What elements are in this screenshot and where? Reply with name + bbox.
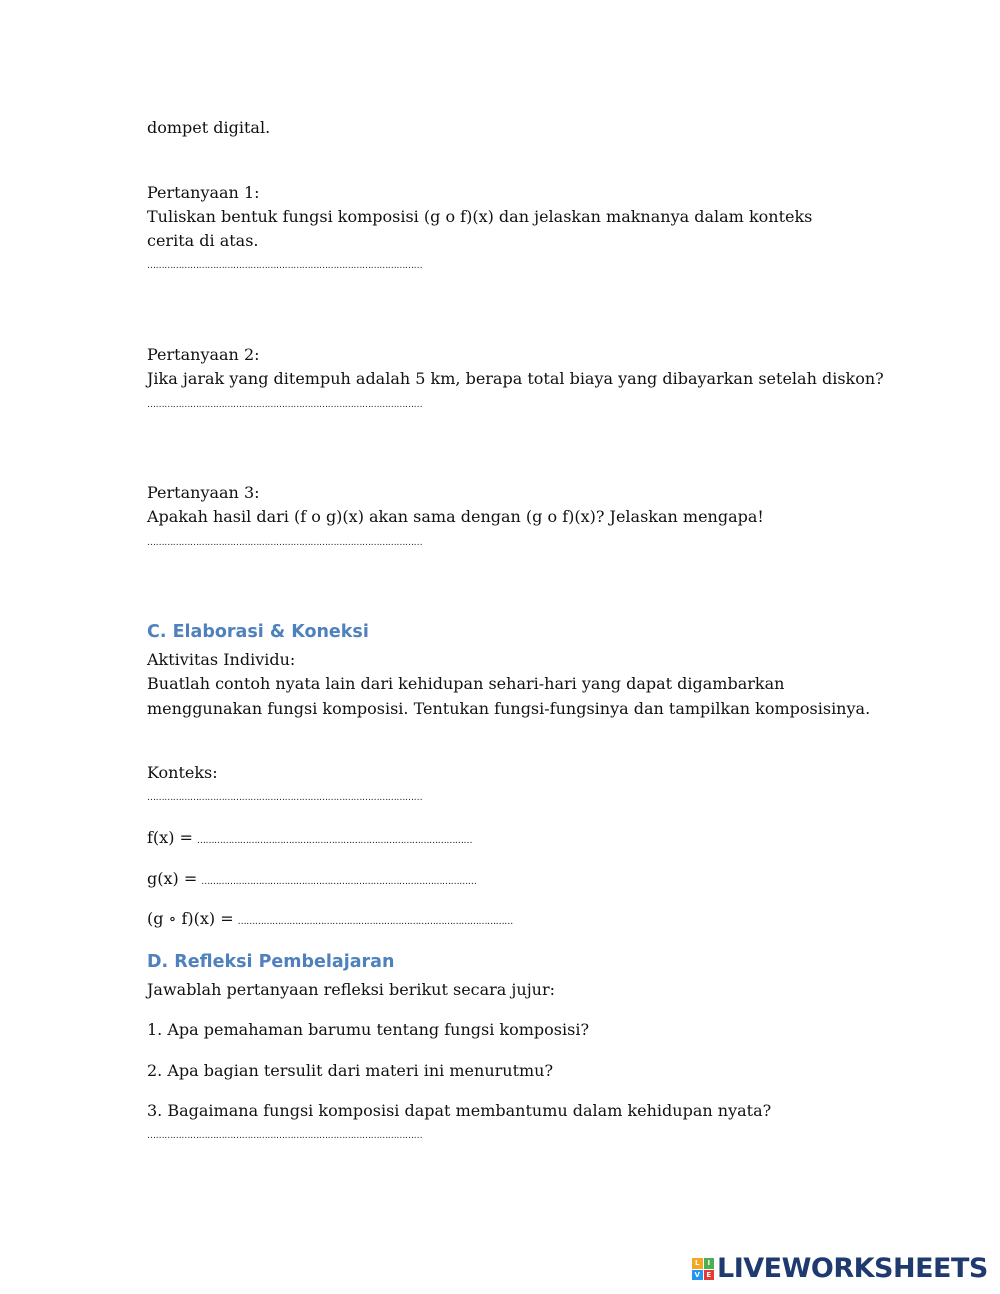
reflection-item-3: 3. Bagaimana fungsi komposisi dapat membantumu dalam kehidupan nyata? [147,1101,772,1120]
context-answer-line[interactable]: …………………………………………………………………………………… [147,793,423,803]
question-3-answer-line[interactable]: …………………………………………………………………………………… [147,538,423,548]
section-c-heading: C. Elaborasi & Koneksi [147,622,369,642]
intro-tail-text: dompet digital. [147,118,271,137]
reflection-instruction: Jawablah pertanyaan refleksi berikut secara jujur: [147,980,555,999]
activity-text-line-1: Buatlah contoh nyata lain dari kehidupan sehari-hari yang dapat digambarkan [147,674,785,693]
logo-text: LIVEWORKSHEETS [717,1253,988,1284]
context-label: Konteks: [147,763,218,782]
activity-text-line-2: menggunakan fungsi komposisi. Tentukan fungsi-fungsinya dan tampilkan komposisinya. [147,699,871,718]
question-2-answer-line[interactable]: …………………………………………………………………………………… [147,400,423,410]
f-answer-line[interactable]: …………………………………………………………………………………… [196,836,473,846]
badge-letter: I [704,1258,715,1269]
gof-answer-line[interactable]: …………………………………………………………………………………… [237,917,513,927]
question-1-text: Tuliskan bentuk fungsi komposisi (g o f)(x) dan jelaskan maknanya dalam konteks cerita di atas. [147,207,813,250]
f-equation-row [147,826,565,853]
question-2-text: Jika jarak yang ditempuh adalah 5 km, berapa total biaya yang dibayarkan setelah diskon? [147,369,884,388]
question-3-text: Apakah hasil dari (f o g)(x) akan sama dengan (g o f)(x)? Jelaskan mengapa! [147,507,764,526]
gof-equation-row [147,907,606,934]
badge-letter: V [692,1270,703,1281]
question-1-label: Pertanyaan 1: [147,183,260,202]
g-answer-line[interactable]: …………………………………………………………………………………… [201,877,477,887]
question-3-label: Pertanyaan 3: [147,483,260,502]
g-equation-row [147,867,569,894]
gof-label: (g ∘ f)(x) = [147,909,234,928]
reflection-item-2: 2. Apa bagian tersulit dari materi ini menurutmu? [147,1061,554,1080]
reflection-item-1: 1. Apa pemahaman barumu tentang fungsi komposisi? [147,1020,590,1039]
reflection-answer-line[interactable]: …………………………………………………………………………………… [147,1131,423,1141]
f-label: f(x) = [147,828,193,847]
liveworksheets-logo [692,1254,988,1284]
g-label: g(x) = [147,869,198,888]
question-2-label: Pertanyaan 2: [147,345,260,364]
question-1-answer-line[interactable]: …………………………………………………………………………………… [147,261,423,271]
liveworksheets-badge-icon [692,1258,714,1280]
badge-letter: L [692,1258,703,1269]
section-d-heading: D. Refleksi Pembelajaran [147,952,395,972]
activity-label: Aktivitas Individu: [147,650,296,669]
badge-letter: E [704,1270,715,1281]
